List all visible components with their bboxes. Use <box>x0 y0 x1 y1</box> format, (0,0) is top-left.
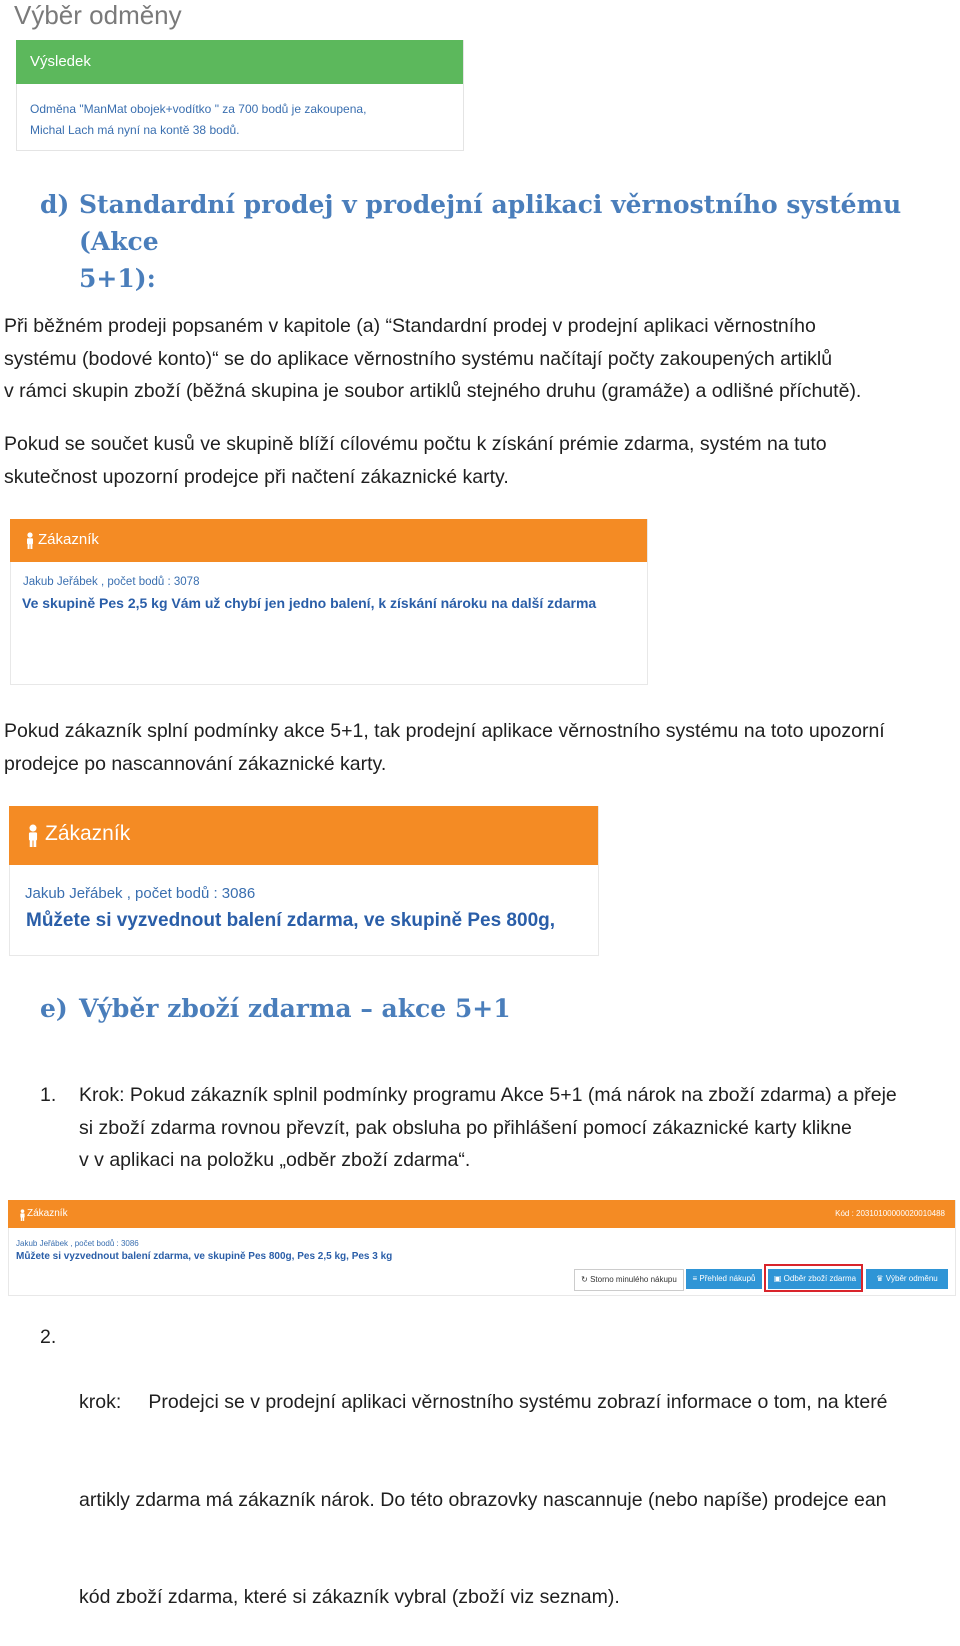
paragraph-line: Při běžném prodeji popsaném v kapitole (a) “Standardní prodej v prodejní aplikaci věrnostního <box>4 315 816 337</box>
step-line: krok: Prodejci se v prodejní aplikaci věrnostního systému zobrazí informace o tom, na které <box>79 1391 888 1413</box>
result-panel-header <box>16 40 463 84</box>
purchase-overview-button[interactable] <box>686 1269 762 1289</box>
result-message-line: Odměna "ManMat obojek+vodítko " za 700 bodů je zakoupena, <box>30 102 367 116</box>
step-line: artikly zdarma má zákazník nárok. Do této obrazovky nascannuje (nebo napíše) prodejce ean <box>79 1488 887 1511</box>
step-2-text <box>79 1321 954 1646</box>
customer-card-code: Kód : 20310100000020010488 <box>835 1209 945 1218</box>
result-panel-header-label: Výsledek <box>30 53 91 70</box>
customer-panel-header-label: Zákazník <box>38 531 99 548</box>
list-icon: ≡ <box>692 1274 700 1283</box>
customer-info: Jakub Jeřábek , počet bodů : 3078 <box>23 576 200 588</box>
free-goods-pickup-label: Odběr zboží zdarma <box>783 1274 857 1283</box>
undo-icon: ↻ <box>581 1275 591 1284</box>
paragraph-line: Pokud se součet kusů ve skupině blíží cílovému počtu k získání prémie zdarma, systém na tuto <box>4 433 827 455</box>
result-message <box>30 99 450 141</box>
person-icon <box>25 532 35 549</box>
section-e-letter: e) <box>40 994 68 1023</box>
customer-alert-message: Můžete si vyzvednout balení zdarma, ve skupině Pes 800g, Pes 2,5 kg, Pes 3 kg <box>16 1251 393 1262</box>
section-d-title-line: 5+1): <box>79 264 156 293</box>
step-line: v v aplikaci na položku „odběr zboží zdarma“. <box>79 1149 471 1171</box>
reward-selection-label: Výběr odměnu <box>885 1274 938 1283</box>
highlight-frame <box>764 1264 863 1292</box>
customer-panel-header-label: Zákazník <box>45 822 131 845</box>
step-number: 2. <box>40 1326 57 1348</box>
step-number: 1. <box>40 1084 57 1106</box>
step-1-text <box>79 1079 954 1177</box>
customer-panel-header <box>8 1200 955 1228</box>
step-line: Krok: Pokud zákazník splnil podmínky programu Akce 5+1 (má nárok na zboží zdarma) a přeje <box>79 1084 897 1106</box>
paragraph-line: v rámci skupin zboží (běžná skupina je soubor artiklů stejného druhu (gramáže) a odlišné příchutě). <box>4 380 862 402</box>
section-d-title <box>79 186 939 297</box>
section-e-title: Výběr zboží zdarma – akce 5+1 <box>79 994 511 1023</box>
paragraph-line: Pokud zákazník splní podmínky akce 5+1, tak prodejní aplikace věrnostního systému na toto upozorní <box>4 720 885 742</box>
step-line: si zboží zdarma rovnou převzít, pak obsluha po přihlášení pomocí zákaznické karty klikne <box>79 1116 852 1139</box>
cancel-last-purchase-button[interactable] <box>574 1269 684 1291</box>
paragraph-line: skutečnost upozorní prodejce při načtení zákaznické karty. <box>4 465 509 488</box>
customer-panel-header-label: Zákazník <box>27 1208 68 1219</box>
customer-panel-header <box>10 519 647 562</box>
gift-icon: ▣ <box>773 1274 784 1283</box>
paragraph-standard-sale <box>4 310 954 408</box>
trophy-icon: ♛ <box>876 1274 886 1283</box>
reward-selection-title: Výběr odměny <box>14 0 182 30</box>
section-d-letter: d) <box>40 190 70 219</box>
customer-alert-message: Ve skupině Pes 2,5 kg Vám už chybí jen jedno balení, k získání nároku na další zdarma <box>22 595 597 611</box>
reward-selection-button[interactable] <box>866 1269 948 1289</box>
paragraph-target-notice <box>4 428 954 493</box>
customer-info: Jakub Jeřábek , počet bodů : 3086 <box>25 885 256 902</box>
purchase-overview-label: Přehled nákupů <box>699 1274 756 1283</box>
paragraph-condition-met <box>4 715 954 780</box>
customer-alert-message: Můžete si vyzvednout balení zdarma, ve skupině Pes 800g, <box>26 910 556 931</box>
step-line: kód zboží zdarma, které si zákazník vybral (zboží viz seznam). <box>79 1586 620 1608</box>
cancel-last-purchase-label: Storno minulého nákupu <box>590 1275 677 1284</box>
paragraph-line: systému (bodové konto)“ se do aplikace věrnostního systému načítají počty zakoupených artiklů <box>4 347 833 370</box>
customer-panel-header <box>9 806 598 865</box>
person-icon <box>19 1208 26 1220</box>
person-icon <box>26 824 40 847</box>
paragraph-line: prodejce po nascannování zákaznické karty. <box>4 752 387 775</box>
section-d-title-line: Standardní prodej v prodejní aplikaci věrnostního systému (Akce <box>79 190 902 256</box>
result-message-line: Michal Lach má nyní na kontě 38 bodů. <box>30 123 240 137</box>
customer-info: Jakub Jeřábek , počet bodů : 3086 <box>16 1239 139 1248</box>
